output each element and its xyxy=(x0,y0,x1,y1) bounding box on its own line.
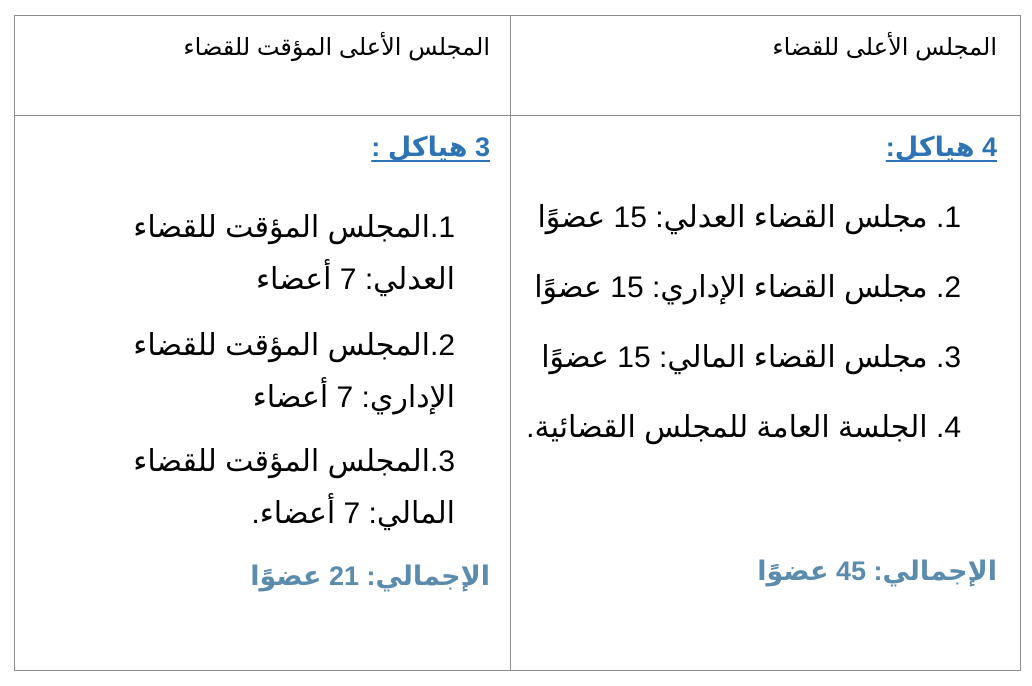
right-list-item xyxy=(541,329,961,387)
right-list-item xyxy=(526,399,961,457)
left-item-number: 2. xyxy=(429,329,455,362)
left-item-number: 1. xyxy=(429,211,455,244)
left-list-item xyxy=(45,436,455,540)
right-item-text: مجلس القضاء الإداري: 15 عضوًا xyxy=(534,271,936,304)
right-item-number: 2. xyxy=(935,271,961,304)
left-header-text: المجلس الأعلى المؤقت للقضاء xyxy=(183,34,490,61)
left-list-item xyxy=(45,202,455,306)
comparison-table xyxy=(14,15,1021,671)
left-section-title: 3 هياكل : xyxy=(371,132,490,162)
left-header-cell xyxy=(15,16,510,115)
right-total: الإجمالي: 45 عضوًا xyxy=(757,556,997,586)
right-item-number: 3. xyxy=(935,341,961,374)
left-item-number: 3. xyxy=(429,445,455,478)
left-list-item xyxy=(45,320,455,424)
left-total: الإجمالي: 21 عضوًا xyxy=(250,561,490,591)
right-list-item xyxy=(537,189,961,247)
right-item-text: الجلسة العامة للمجلس القضائية. xyxy=(526,411,936,444)
right-section-title: 4 هياكل: xyxy=(885,132,997,162)
left-body-cell xyxy=(15,116,510,671)
right-list-item xyxy=(534,259,961,317)
right-header-text: المجلس الأعلى للقضاء xyxy=(772,34,997,61)
right-item-text: مجلس القضاء المالي: 15 عضوًا xyxy=(541,341,936,374)
right-item-number: 1. xyxy=(935,201,961,234)
right-item-number: 4. xyxy=(935,411,961,444)
right-item-text: مجلس القضاء العدلي: 15 عضوًا xyxy=(537,201,936,234)
left-item-text: المجلس المؤقت للقضاء الإداري: 7 أعضاء xyxy=(133,329,455,414)
left-item-text: المجلس المؤقت للقضاء العدلي: 7 أعضاء xyxy=(133,211,455,296)
left-item-text: المجلس المؤقت للقضاء المالي: 7 أعضاء. xyxy=(133,445,455,530)
right-header-cell xyxy=(511,16,1021,115)
right-body-cell xyxy=(511,116,1021,671)
